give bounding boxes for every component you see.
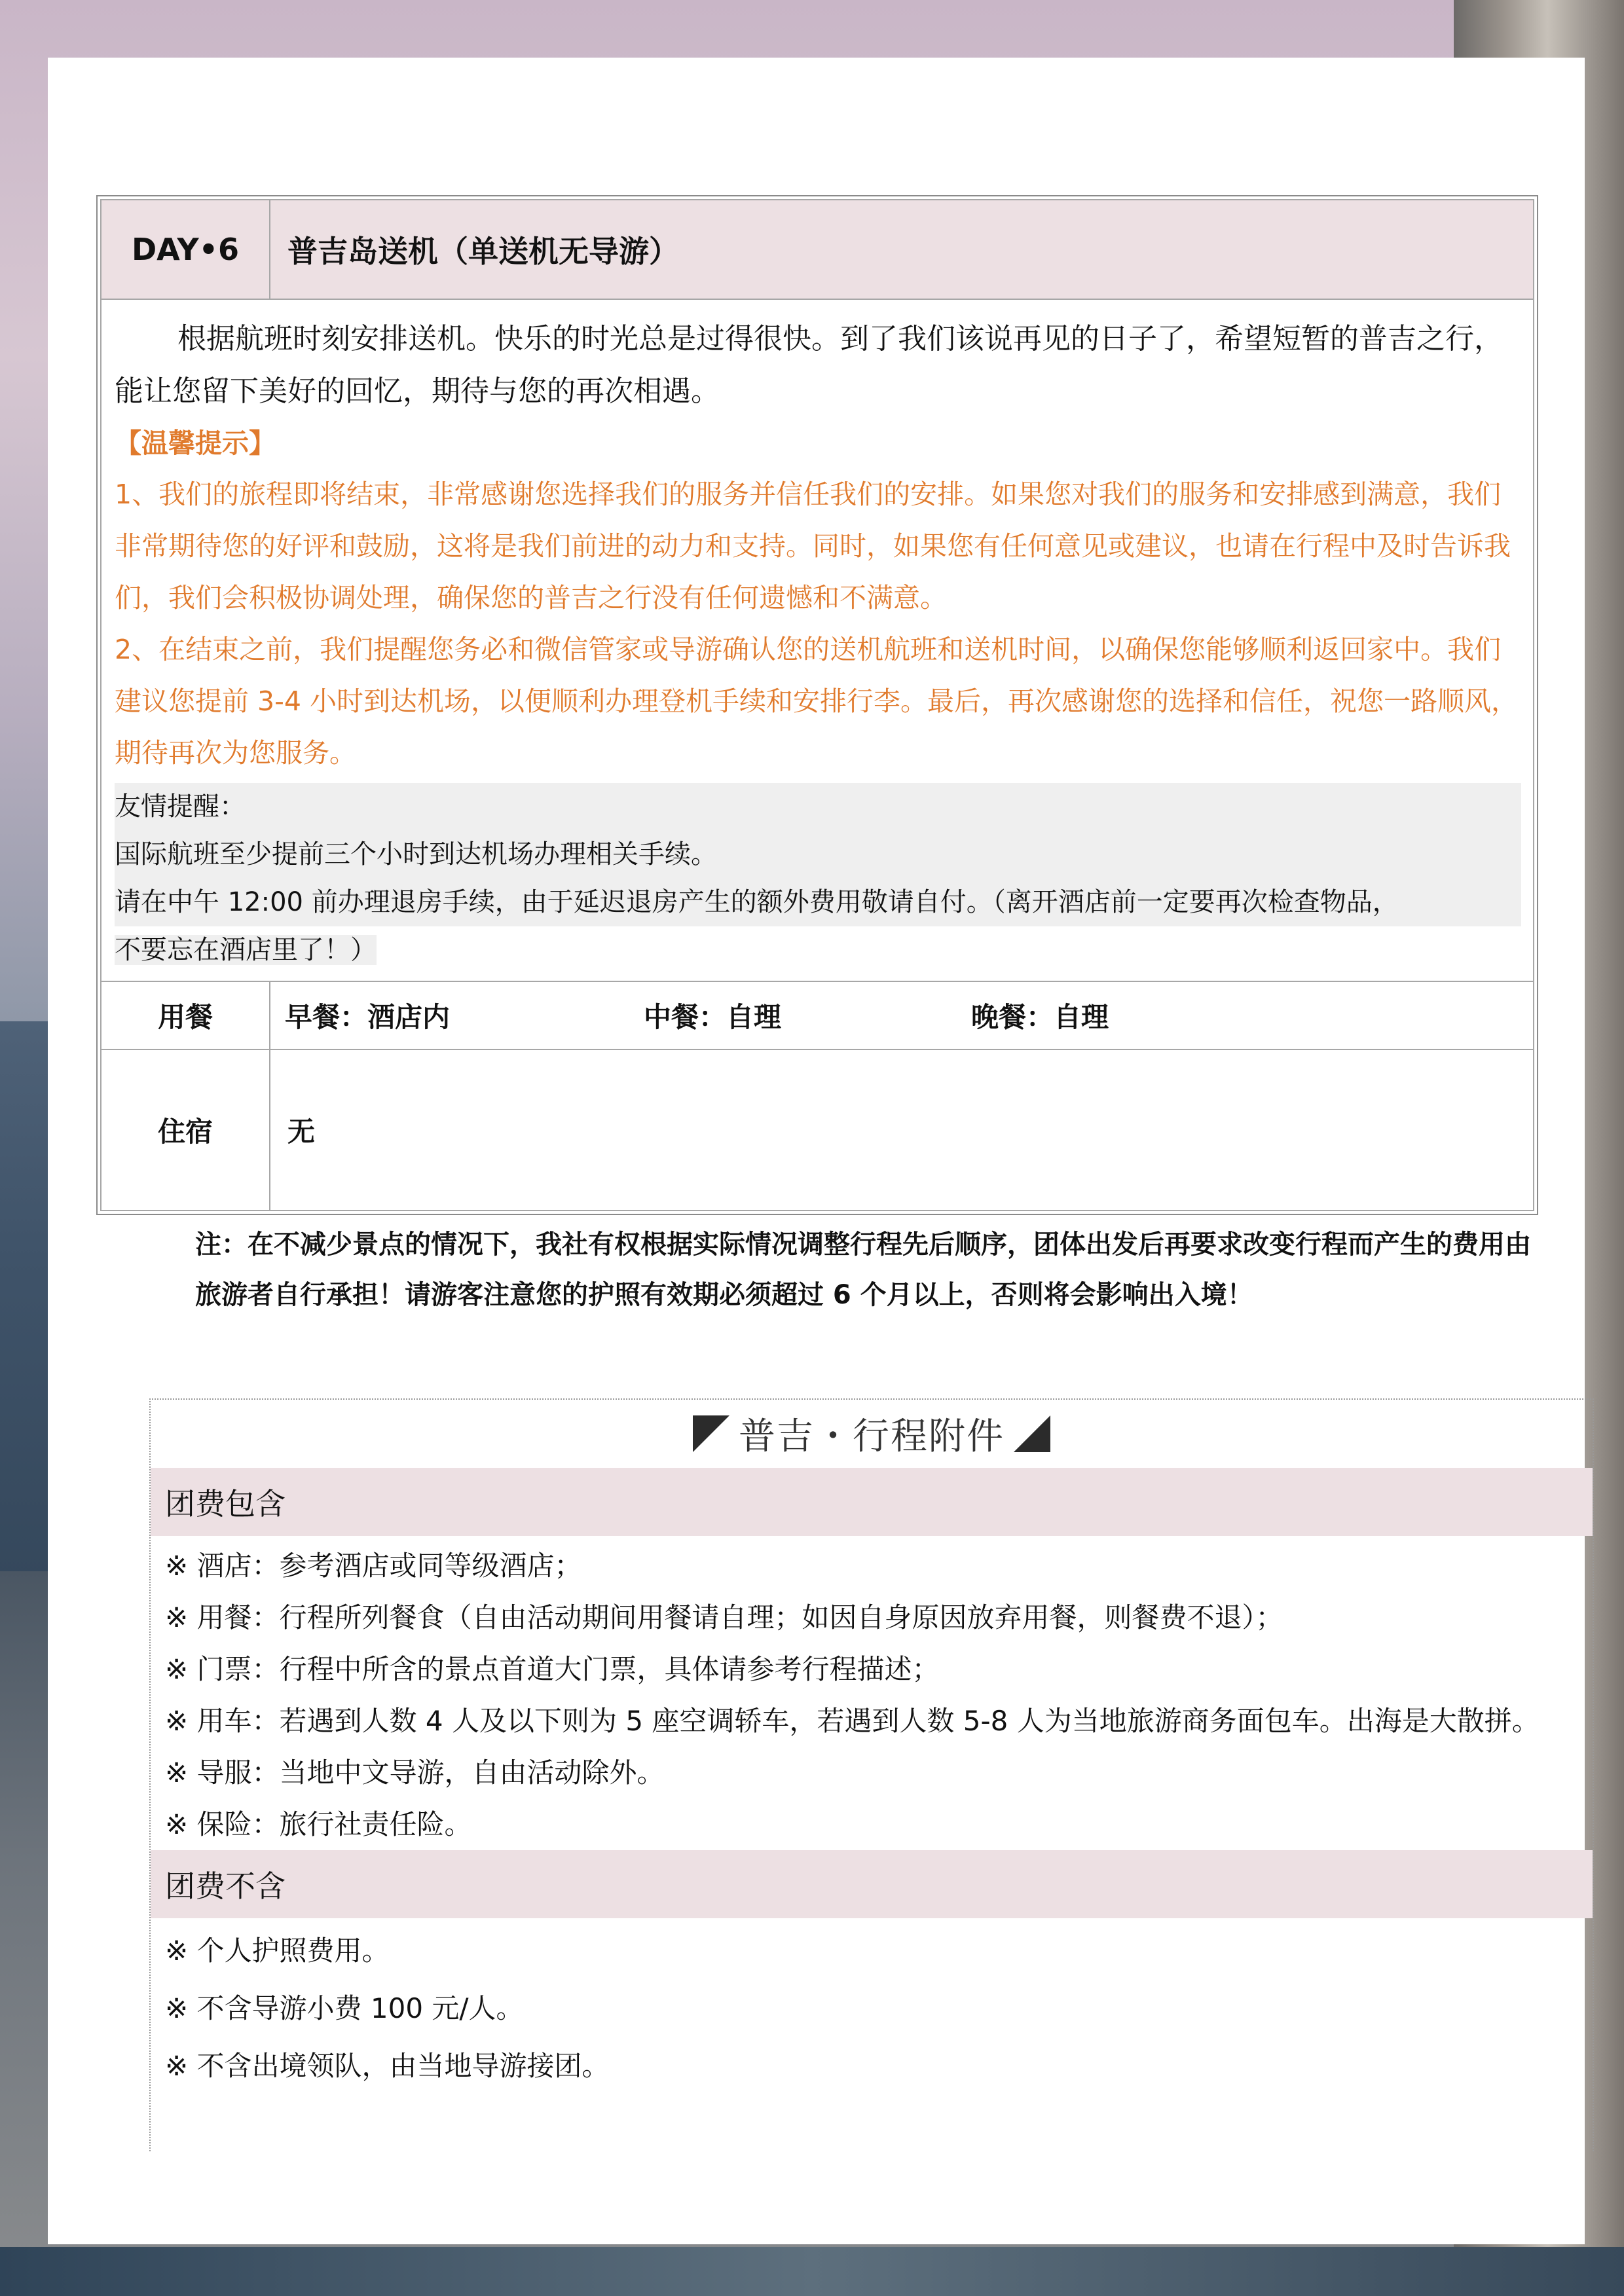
attachment-box xyxy=(149,1398,1594,2151)
friendly-line-1: 国际航班至少提前三个小时到达机场办理相关手续。 xyxy=(115,839,717,869)
friendly-reminder xyxy=(115,783,1521,926)
triangle-right-icon xyxy=(1014,1415,1050,1452)
friendly-title: 友情提醒： xyxy=(115,792,246,822)
included-title: 团费包含 xyxy=(151,1468,1593,1536)
included-list xyxy=(151,1536,1593,1850)
meal-label: 用餐 xyxy=(101,982,270,1049)
day-content xyxy=(101,300,1533,982)
attachment-title-text: 普吉・行程附件 xyxy=(739,1415,1005,1458)
meal-row xyxy=(101,982,1533,1050)
triangle-left-icon xyxy=(693,1415,729,1452)
day-title: 普吉岛送机（单送机无导游） xyxy=(287,234,679,269)
day-label: DAY•6 xyxy=(101,200,270,299)
list-item: ※ 不含出境领队，由当地导游接团。 xyxy=(165,2050,610,2082)
list-item: ※ 个人护照费用。 xyxy=(165,1935,390,1967)
list-item: ※ 用车：若遇到人数 4 人及以下则为 5 座空调轿车，若遇到人数 5-8 人为当地旅游商务面包车。出海是大散拼。 xyxy=(165,1705,1540,1737)
tips-title: 【温馨提示】 xyxy=(115,428,276,459)
excluded-title: 团费不含 xyxy=(151,1850,1593,1918)
tip-item-1: 1、我们的旅程即将结束，非常感谢您选择我们的服务并信任我们的安排。如果您对我们的服务和安排感到满意，我们非常期待您的好评和鼓励，这将是我们前进的动力和支持。同时，如果您有任何意见或建议，也请在行程中及时告诉我们，我们会积极协调处理，确保您的普吉之行没有任何遗憾和不满意。 xyxy=(115,479,1511,613)
excluded-list xyxy=(151,1918,1593,2095)
stay-value: 无 xyxy=(287,1116,316,1148)
list-item: ※ 门票：行程中所含的景点首道大门票，具体请参考行程描述； xyxy=(165,1653,940,1685)
list-item: ※ 不含导游小费 100 元/人。 xyxy=(165,1992,524,2024)
attachment-title xyxy=(151,1400,1593,1468)
document-page xyxy=(48,58,1585,2244)
itinerary-note: 注：在不减少景点的情况下，我社有权根据实际情况调整行程先后顺序，团体出发后再要求改变行程而产生的费用由旅游者自行承担！请游客注意您的护照有效期必须超过 6 个月以上，否则将会影响出入境！ xyxy=(195,1230,1531,1310)
meal-breakfast: 早餐：酒店内 xyxy=(285,1001,451,1033)
list-item: ※ 导服：当地中文导游，自由活动除外。 xyxy=(165,1757,665,1789)
stay-row xyxy=(101,1050,1533,1210)
day-header-row xyxy=(101,200,1533,300)
day-intro: 根据航班时刻安排送机。快乐的时光总是过得很快。到了我们该说再见的日子了，希望短暂的普吉之行，能让您留下美好的回忆，期待与您的再次相遇。 xyxy=(115,322,1503,408)
friendly-line-2: 请在中午 12:00 前办理退房手续，由于延迟退房产生的额外费用敬请自付。（离开酒店前一定要再次检查物品， xyxy=(115,887,1399,917)
stay-label: 住宿 xyxy=(101,1050,270,1210)
list-item: ※ 保险：旅行社责任险。 xyxy=(165,1808,472,1840)
list-item: ※ 酒店：参考酒店或同等级酒店； xyxy=(165,1550,582,1582)
day-table xyxy=(96,195,1538,1215)
list-item: ※ 用餐：行程所列餐食（自由活动期间用餐请自理；如因自身原因放弃用餐，则餐费不退）； xyxy=(165,1601,1283,1633)
friendly-line-3: 不要忘在酒店里了！） xyxy=(115,935,377,965)
background-bottom-strip xyxy=(0,2247,1624,2296)
meal-dinner: 晚餐：自理 xyxy=(971,1001,1109,1033)
tip-item-2: 2、在结束之前，我们提醒您务必和微信管家或导游确认您的送机航班和送机时间，以确保您能够顺利返回家中。我们建议您提前 3-4 小时到达机场，以便顺利办理登机手续和安排行李。最后，再次感谢您的选择和信任，祝您一路顺风，期待再次为您服务。 xyxy=(115,634,1519,769)
meal-lunch: 中餐：自理 xyxy=(644,1001,782,1033)
